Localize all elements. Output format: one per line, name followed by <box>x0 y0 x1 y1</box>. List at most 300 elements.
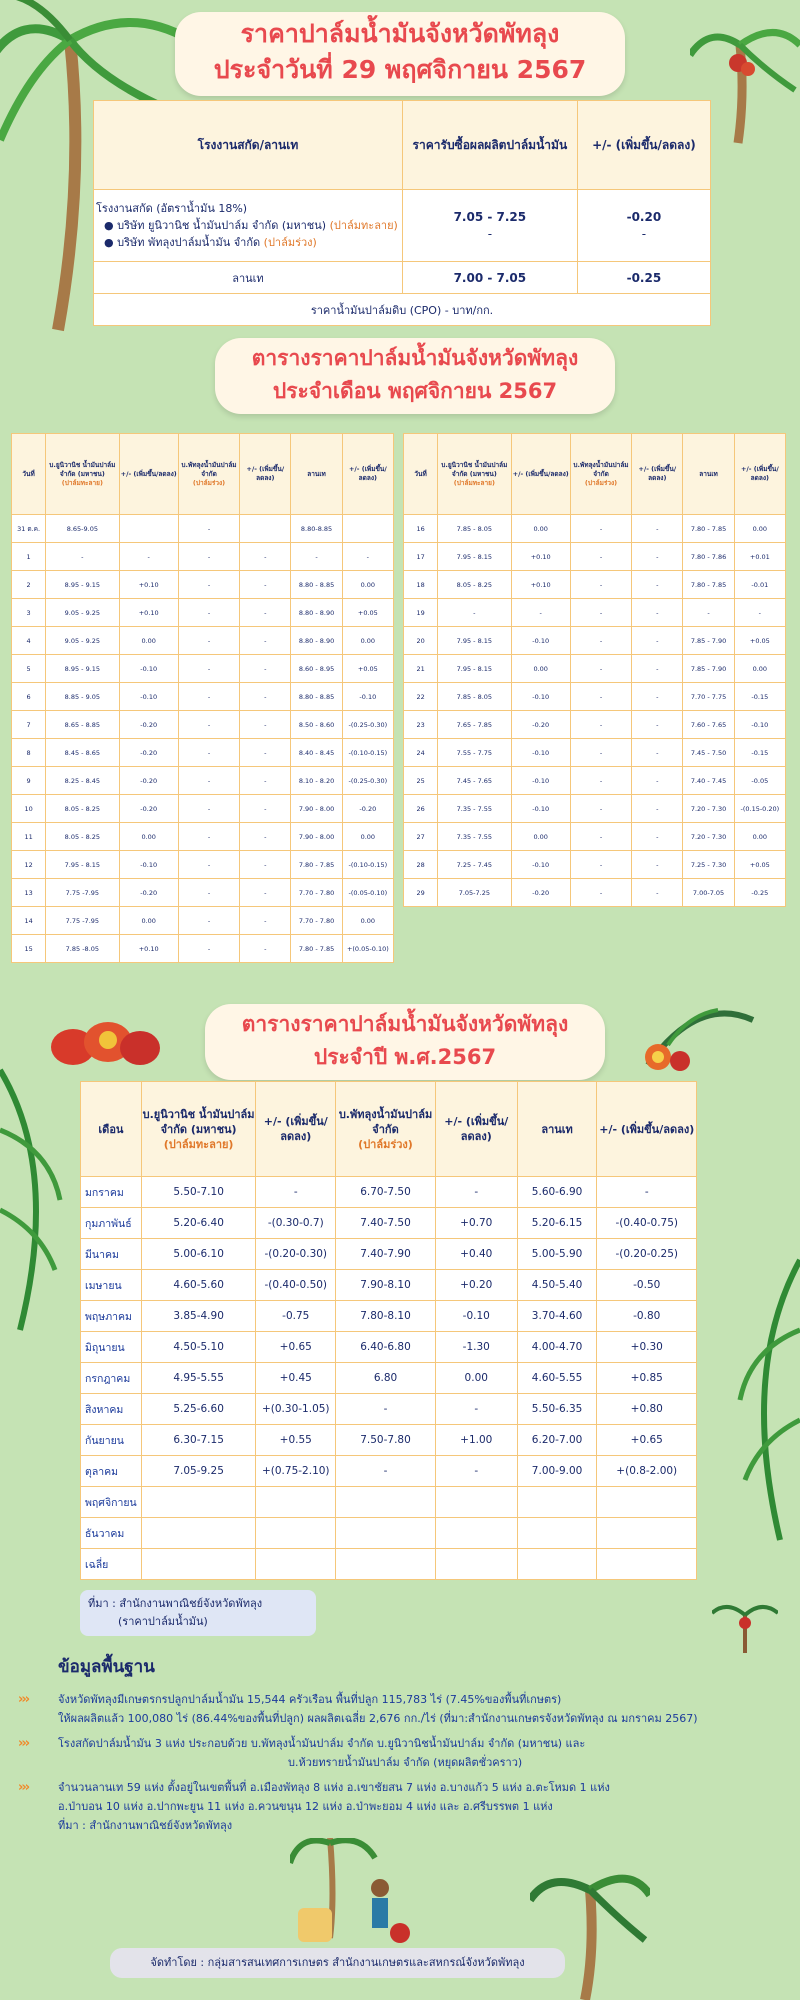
monthly-right-cell: 18 <box>404 571 438 599</box>
info-b2-line2: บ.ห้วยทรายน้ำมันปาล์ม จำกัด (หยุดผลิตชั่วคราว) <box>288 1756 523 1769</box>
monthly-right-cell: -0.20 <box>511 879 570 907</box>
monthly-left-row <box>12 851 394 879</box>
monthly-left-cell: 7.80 - 7.85 <box>291 935 342 963</box>
yearly-cell <box>141 1549 255 1580</box>
monthly-right-cell: - <box>632 739 683 767</box>
yearly-row <box>81 1301 697 1332</box>
monthly-right-cell: - <box>570 655 631 683</box>
monthly-left-cell: 7.70 - 7.80 <box>291 907 342 935</box>
monthly-right-cell: -0.10 <box>734 711 785 739</box>
monthly-left-cell: - <box>178 515 239 543</box>
arrow-icon: ››› <box>18 1692 29 1707</box>
yearly-cell <box>597 1487 697 1518</box>
info-b3-line2: อ.ป่าบอน 10 แห่ง อ.ปากพะยูน 11 แห่ง อ.ควนขนุน 12 แห่ง อ.ป่าพะยอม 4 แห่ง และ อ.ศรีบรรพต 1 แห่ง <box>58 1800 553 1813</box>
monthly-right-cell: - <box>570 627 631 655</box>
yearly-cell: 5.50-7.10 <box>141 1177 255 1208</box>
yearly-price-table <box>80 1081 697 1580</box>
yearly-cell: สิงหาคม <box>81 1394 142 1425</box>
palm-frond-left-decoration <box>0 1050 70 1350</box>
yearly-cell: 4.60-5.55 <box>517 1363 597 1394</box>
monthly-left-cell: -(0.10-0.15) <box>342 739 393 767</box>
yearly-cell: กันยายน <box>81 1425 142 1456</box>
mt-left-h-phatthalung: บ.พัทลุงน้ำมันปาล์ม จำกัด (ปาล์มร่วง) <box>178 434 239 515</box>
monthly-left-cell: 8.05 - 8.25 <box>46 823 119 851</box>
yearly-cell: พฤษภาคม <box>81 1301 142 1332</box>
monthly-left-cell: -0.10 <box>119 851 178 879</box>
info-b1-line2: ให้ผลผลิตแล้ว 100,080 ไร่ (86.44%ของพื้นที่ปลูก) ผลผลิตเฉลี่ย 2,676 กก./ไร่ (ที่มา:สำนักงานเกษตรจังหวัดพัทลุง ณ มกราคม 2567) <box>58 1712 698 1725</box>
yearly-cell: +0.70 <box>435 1208 517 1239</box>
monthly-right-row <box>404 711 786 739</box>
yearly-cell: 7.05-9.25 <box>141 1456 255 1487</box>
monthly-left-row <box>12 767 394 795</box>
arrow-icon: ››› <box>18 1780 29 1795</box>
monthly-right-row <box>404 767 786 795</box>
monthly-right-cell: 28 <box>404 851 438 879</box>
monthly-right-cell: 22 <box>404 683 438 711</box>
monthly-left-cell: 31 ต.ค. <box>12 515 46 543</box>
yearly-cell: - <box>435 1177 517 1208</box>
monthly-left-cell: - <box>178 907 239 935</box>
monthly-left-cell: -(0.25-0.30) <box>342 711 393 739</box>
monthly-left-row <box>12 879 394 907</box>
yearly-cell: +0.45 <box>256 1363 336 1394</box>
monthly-left-cell: 9.05 - 9.25 <box>46 627 119 655</box>
monthly-right-cell: 26 <box>404 795 438 823</box>
monthly-right-cell: +0.01 <box>734 543 785 571</box>
monthly-right-cell: - <box>632 655 683 683</box>
monthly-right-cell: 24 <box>404 739 438 767</box>
monthly-left-row <box>12 599 394 627</box>
yearly-cell <box>517 1487 597 1518</box>
arrow-icon: ››› <box>18 1736 29 1751</box>
daily-factory-label: โรงงานสกัด (อัตราน้ำมัน 18%) <box>96 202 248 215</box>
monthly-left-cell: - <box>178 571 239 599</box>
monthly-right-cell: 7.85 - 7.90 <box>683 627 734 655</box>
yearly-row <box>81 1177 697 1208</box>
monthly-left-cell: 8 <box>12 739 46 767</box>
monthly-left-cell: 0.00 <box>119 907 178 935</box>
monthly-right-cell: - <box>632 711 683 739</box>
yearly-title-banner <box>205 1004 605 1080</box>
monthly-right-cell: - <box>683 599 734 627</box>
monthly-right-cell: - <box>632 879 683 907</box>
monthly-left-cell: - <box>178 543 239 571</box>
monthly-right-cell: -0.20 <box>511 711 570 739</box>
palm-fruit-right-illustration <box>628 1005 758 1075</box>
monthly-right-cell: - <box>570 683 631 711</box>
monthly-right-cell: +0.05 <box>734 851 785 879</box>
daily-factory-cell <box>94 190 403 262</box>
monthly-left-cell: 0.00 <box>342 823 393 851</box>
monthly-left-cell <box>240 515 291 543</box>
monthly-left-cell: -0.20 <box>119 767 178 795</box>
yearly-cell: 7.90-8.10 <box>336 1270 436 1301</box>
monthly-left-cell: 8.95 - 9.15 <box>46 655 119 683</box>
monthly-left-cell: +0.10 <box>119 935 178 963</box>
info-title: ข้อมูลพื้นฐาน <box>58 1657 155 1677</box>
monthly-right-cell: 0.00 <box>734 515 785 543</box>
monthly-left-cell: 8.80 - 8.85 <box>291 683 342 711</box>
monthly-right-cell: - <box>570 851 631 879</box>
monthly-right-cell: 7.35 - 7.55 <box>438 823 511 851</box>
yearly-cell: -0.10 <box>435 1301 517 1332</box>
monthly-right-cell: - <box>632 599 683 627</box>
monthly-left-cell: 4 <box>12 627 46 655</box>
monthly-left-row <box>12 571 394 599</box>
info-b3-line3: ที่มา : สำนักงานพาณิชย์จังหวัดพัทลุง <box>58 1819 233 1832</box>
monthly-left-row <box>12 543 394 571</box>
monthly-left-cell: 11 <box>12 823 46 851</box>
monthly-left-cell: 0.00 <box>342 627 393 655</box>
monthly-right-cell: - <box>632 823 683 851</box>
monthly-left-cell: -0.20 <box>119 795 178 823</box>
monthly-right-cell: - <box>632 515 683 543</box>
monthly-right-cell: 7.60 - 7.65 <box>683 711 734 739</box>
yearly-cell: 4.60-5.60 <box>141 1270 255 1301</box>
monthly-left-cell: +0.05 <box>342 655 393 683</box>
daily-title-banner <box>175 12 625 96</box>
monthly-title-line2: ประจำเดือน พฤศจิกายน 2567 <box>272 379 558 403</box>
monthly-left-cell: 0.00 <box>119 823 178 851</box>
mt-left-h-change3: +/- (เพิ่มขึ้น/ลดลง) <box>342 434 393 515</box>
daily-title-line1: ราคาปาล์มน้ำมันจังหวัดพัทลุง <box>240 19 560 48</box>
monthly-right-cell: -0.10 <box>511 739 570 767</box>
monthly-left-cell: 8.80 - 8.85 <box>291 571 342 599</box>
monthly-left-cell: - <box>240 683 291 711</box>
monthly-right-cell: 7.45 - 7.65 <box>438 767 511 795</box>
monthly-left-cell: - <box>178 767 239 795</box>
monthly-left-cell: - <box>240 599 291 627</box>
yearly-cell: 5.20-6.15 <box>517 1208 597 1239</box>
monthly-right-row <box>404 683 786 711</box>
yearly-cell: +0.40 <box>435 1239 517 1270</box>
monthly-right-cell: 7.05-7.25 <box>438 879 511 907</box>
yearly-cell: 4.50-5.40 <box>517 1270 597 1301</box>
monthly-left-cell: 14 <box>12 907 46 935</box>
monthly-left-cell: 0.00 <box>119 627 178 655</box>
monthly-left-row <box>12 795 394 823</box>
monthly-left-cell: +(0.05-0.10) <box>342 935 393 963</box>
monthly-right-cell: 7.85 - 8.05 <box>438 683 511 711</box>
monthly-left-cell: 0.00 <box>342 907 393 935</box>
monthly-left-cell: - <box>240 795 291 823</box>
source-note <box>80 1590 316 1636</box>
monthly-left-cell: 7.70 - 7.80 <box>291 879 342 907</box>
monthly-right-cell: -0.15 <box>734 683 785 711</box>
source-line1: ที่มา : สำนักงานพาณิชย์จังหวัดพัทลุง <box>88 1597 263 1610</box>
monthly-left-cell: - <box>240 907 291 935</box>
mt-right-h-change3: +/- (เพิ่มขึ้น/ลดลง) <box>734 434 785 515</box>
monthly-right-cell: +0.05 <box>734 627 785 655</box>
monthly-left-cell: - <box>240 739 291 767</box>
monthly-right-cell: -0.10 <box>511 627 570 655</box>
yearly-row <box>81 1239 697 1270</box>
yearly-cell: -0.75 <box>256 1301 336 1332</box>
yearly-row <box>81 1456 697 1487</box>
info-b2-line1: โรงสกัดปาล์มน้ำมัน 3 แห่ง ประกอบด้วย บ.พัทลุงน้ำมันปาล์ม จำกัด บ.ยูนิวานิชน้ำมันปาล์ม จำกัด (มหาชน) และ <box>58 1737 586 1750</box>
monthly-table-right <box>403 433 786 907</box>
info-bullet-2 <box>18 1734 788 1772</box>
mt-left-h-change2: +/- (เพิ่มขึ้น/ลดลง) <box>240 434 291 515</box>
yearly-cell: 6.20-7.00 <box>517 1425 597 1456</box>
monthly-left-cell: 8.95 - 9.15 <box>46 571 119 599</box>
monthly-title-line1: ตารางราคาปาล์มน้ำมันจังหวัดพัทลุง <box>251 346 579 370</box>
palm-seedling-icon <box>712 1595 778 1653</box>
monthly-left-cell: 8.65-9.05 <box>46 515 119 543</box>
yearly-cell: เฉลี่ย <box>81 1549 142 1580</box>
monthly-left-cell: 13 <box>12 879 46 907</box>
yearly-cell <box>435 1518 517 1549</box>
yearly-cell: 5.50-6.35 <box>517 1394 597 1425</box>
monthly-left-cell: 9.05 - 9.25 <box>46 599 119 627</box>
monthly-right-row <box>404 571 786 599</box>
yearly-cell <box>141 1487 255 1518</box>
daily-factory1-name: บริษัท ยูนิวานิช น้ำมันปาล์ม จำกัด (มหาชน) <box>117 219 327 232</box>
monthly-right-cell: - <box>632 543 683 571</box>
daily-factory2-price: - <box>487 226 493 241</box>
monthly-right-cell: - <box>438 599 511 627</box>
monthly-right-cell: 19 <box>404 599 438 627</box>
monthly-right-cell: 23 <box>404 711 438 739</box>
monthly-right-cell: - <box>632 795 683 823</box>
yearly-cell: +0.55 <box>256 1425 336 1456</box>
daily-factory2-change: - <box>641 226 647 241</box>
yearly-cell: -0.80 <box>597 1301 697 1332</box>
monthly-left-cell: - <box>119 543 178 571</box>
monthly-table-left <box>11 433 394 963</box>
yearly-cell: 4.00-4.70 <box>517 1332 597 1363</box>
monthly-left-cell: 8.40 - 8.45 <box>291 739 342 767</box>
monthly-right-row <box>404 795 786 823</box>
monthly-right-cell: 7.70 - 7.75 <box>683 683 734 711</box>
monthly-left-cell: - <box>46 543 119 571</box>
monthly-right-cell: 7.40 - 7.45 <box>683 767 734 795</box>
monthly-right-cell: 17 <box>404 543 438 571</box>
monthly-left-cell: - <box>178 683 239 711</box>
monthly-left-cell: 9 <box>12 767 46 795</box>
monthly-right-cell: 25 <box>404 767 438 795</box>
monthly-left-cell: 5 <box>12 655 46 683</box>
monthly-left-cell: 8.05 - 8.25 <box>46 795 119 823</box>
yearly-cell <box>336 1518 436 1549</box>
monthly-left-cell: -0.10 <box>342 683 393 711</box>
yearly-cell: 5.25-6.60 <box>141 1394 255 1425</box>
monthly-left-cell: -0.20 <box>119 711 178 739</box>
monthly-right-cell: 27 <box>404 823 438 851</box>
monthly-right-cell: 7.65 - 7.85 <box>438 711 511 739</box>
monthly-left-cell: 10 <box>12 795 46 823</box>
monthly-left-cell <box>119 515 178 543</box>
yearly-cell: 5.00-6.10 <box>141 1239 255 1270</box>
monthly-right-cell: - <box>570 879 631 907</box>
yearly-cell: +1.00 <box>435 1425 517 1456</box>
yearly-cell: +(0.8-2.00) <box>597 1456 697 1487</box>
yearly-cell: +(0.30-1.05) <box>256 1394 336 1425</box>
yearly-cell: +0.30 <box>597 1332 697 1363</box>
yearly-cell <box>256 1518 336 1549</box>
daily-factory-price-cell <box>402 190 577 262</box>
monthly-left-cell: - <box>178 879 239 907</box>
monthly-left-cell: - <box>178 599 239 627</box>
monthly-right-cell: - <box>570 739 631 767</box>
monthly-right-row <box>404 879 786 907</box>
yearly-cell <box>256 1487 336 1518</box>
mt-right-h-lan: ลานเท <box>683 434 734 515</box>
monthly-right-cell: 0.00 <box>734 655 785 683</box>
monthly-right-row <box>404 739 786 767</box>
yearly-cell: +0.65 <box>597 1425 697 1456</box>
palm-tree-bottom-illustration <box>530 1860 650 2000</box>
monthly-left-row <box>12 739 394 767</box>
monthly-left-cell: - <box>178 655 239 683</box>
yearly-row <box>81 1394 697 1425</box>
monthly-right-cell: - <box>570 515 631 543</box>
monthly-left-cell: 7.95 - 8.15 <box>46 851 119 879</box>
mt-right-h-date: วันที่ <box>404 434 438 515</box>
yearly-cell <box>517 1549 597 1580</box>
yearly-row <box>81 1332 697 1363</box>
monthly-left-cell: 7.80 - 7.85 <box>291 851 342 879</box>
yearly-cell <box>597 1518 697 1549</box>
mt-right-h-change2: +/- (เพิ่มขึ้น/ลดลง) <box>632 434 683 515</box>
monthly-left-cell: - <box>178 795 239 823</box>
monthly-title-banner <box>215 338 615 414</box>
yearly-cell: - <box>435 1394 517 1425</box>
monthly-right-cell: - <box>570 543 631 571</box>
yearly-row <box>81 1208 697 1239</box>
monthly-right-cell: - <box>511 599 570 627</box>
monthly-left-cell: +0.05 <box>342 599 393 627</box>
yearly-title-line2: ประจำปี พ.ศ.2567 <box>313 1045 497 1069</box>
monthly-left-cell: - <box>291 543 342 571</box>
daily-lan-price: 7.00 - 7.05 <box>402 262 577 294</box>
monthly-left-cell: 7.75 -7.95 <box>46 879 119 907</box>
monthly-left-cell: -(0.05-0.10) <box>342 879 393 907</box>
monthly-right-cell: 7.20 - 7.30 <box>683 795 734 823</box>
monthly-right-cell: - <box>570 823 631 851</box>
monthly-right-cell: - <box>570 571 631 599</box>
monthly-right-row <box>404 627 786 655</box>
monthly-right-cell: 7.95 - 8.15 <box>438 543 511 571</box>
yearly-cell: พฤศจิกายน <box>81 1487 142 1518</box>
monthly-left-row <box>12 907 394 935</box>
yearly-row <box>81 1487 697 1518</box>
yearly-cell: กรกฎาคม <box>81 1363 142 1394</box>
monthly-left-cell: 8.80 - 8.90 <box>291 627 342 655</box>
monthly-left-cell: 3 <box>12 599 46 627</box>
monthly-right-cell: 21 <box>404 655 438 683</box>
monthly-right-row <box>404 515 786 543</box>
monthly-left-cell: 8.60 - 8.95 <box>291 655 342 683</box>
yt-h-univanich: บ.ยูนิวานิช น้ำมันปาล์ม จำกัด (มหาชน) (ปาล์มทะลาย) <box>141 1082 255 1177</box>
monthly-right-row <box>404 543 786 571</box>
mt-left-h-lan: ลานเท <box>291 434 342 515</box>
yearly-cell: 6.40-6.80 <box>336 1332 436 1363</box>
monthly-left-cell: - <box>178 935 239 963</box>
monthly-left-row <box>12 655 394 683</box>
monthly-right-cell: - <box>570 711 631 739</box>
monthly-left-cell: - <box>240 767 291 795</box>
yearly-cell: กุมภาพันธ์ <box>81 1208 142 1239</box>
yearly-row <box>81 1518 697 1549</box>
daily-lan-label: ลานเท <box>94 262 403 294</box>
monthly-right-cell: 0.00 <box>511 655 570 683</box>
monthly-left-cell: 7.85 -8.05 <box>46 935 119 963</box>
monthly-left-cell: - <box>240 851 291 879</box>
daily-factory1-change: -0.20 <box>626 209 662 224</box>
monthly-left-cell: 8.80 - 8.90 <box>291 599 342 627</box>
monthly-right-cell: 7.45 - 7.50 <box>683 739 734 767</box>
yearly-cell: 6.80 <box>336 1363 436 1394</box>
yearly-cell: 4.50-5.10 <box>141 1332 255 1363</box>
info-bullets <box>18 1690 788 1841</box>
monthly-left-cell: -0.20 <box>119 739 178 767</box>
monthly-left-row <box>12 515 394 543</box>
monthly-right-cell: - <box>570 767 631 795</box>
monthly-left-cell: - <box>178 739 239 767</box>
yearly-cell: 5.20-6.40 <box>141 1208 255 1239</box>
monthly-left-cell: -(0.25-0.30) <box>342 767 393 795</box>
yearly-cell: 7.80-8.10 <box>336 1301 436 1332</box>
monthly-left-cell: 8.10 - 8.20 <box>291 767 342 795</box>
monthly-left-cell: 7.90 - 8.00 <box>291 823 342 851</box>
yt-h-lan: ลานเท <box>517 1082 597 1177</box>
daily-factory2-name: บริษัท พัทลุงปาล์มน้ำมัน จำกัด <box>117 236 261 249</box>
yearly-cell: +0.80 <box>597 1394 697 1425</box>
monthly-right-cell: 7.80 - 7.86 <box>683 543 734 571</box>
monthly-right-cell: - <box>632 627 683 655</box>
monthly-right-cell: -0.01 <box>734 571 785 599</box>
monthly-left-cell: -0.10 <box>119 655 178 683</box>
mt-right-h-univanich: บ.ยูนิวานิช น้ำมันปาล์ม จำกัด (มหาชน) (ปาล์มทะลาย) <box>438 434 511 515</box>
yearly-cell: +0.20 <box>435 1270 517 1301</box>
yearly-cell: 6.70-7.50 <box>336 1177 436 1208</box>
monthly-left-cell <box>342 515 393 543</box>
monthly-left-cell: 8.45 - 8.65 <box>46 739 119 767</box>
monthly-right-cell: 7.20 - 7.30 <box>683 823 734 851</box>
yearly-row <box>81 1549 697 1580</box>
monthly-left-cell: -0.10 <box>119 683 178 711</box>
yearly-cell <box>256 1549 336 1580</box>
yearly-cell <box>517 1518 597 1549</box>
yearly-cell: มิถุนายน <box>81 1332 142 1363</box>
yt-h-month: เดือน <box>81 1082 142 1177</box>
yearly-cell: มีนาคม <box>81 1239 142 1270</box>
monthly-left-cell: - <box>240 879 291 907</box>
monthly-left-cell: 7 <box>12 711 46 739</box>
monthly-right-cell: 29 <box>404 879 438 907</box>
monthly-right-cell: -0.10 <box>511 683 570 711</box>
monthly-left-row <box>12 711 394 739</box>
info-b3-line1: จำนวนลานเท 59 แห่ง ตั้งอยู่ในเขตพื้นที่ อ.เมืองพัทลุง 8 แห่ง อ.เขาชัยสน 7 แห่ง อ.บางแก้ว 5 แห่ง อ.ตะโหมด 1 แห่ง <box>58 1781 610 1794</box>
info-bullet-3 <box>18 1778 788 1835</box>
yearly-cell: -(0.20-0.25) <box>597 1239 697 1270</box>
monthly-left-cell: - <box>240 823 291 851</box>
monthly-right-cell: 7.85 - 8.05 <box>438 515 511 543</box>
monthly-left-row <box>12 627 394 655</box>
mt-right-h-change1: +/- (เพิ่มขึ้น/ลดลง) <box>511 434 570 515</box>
yearly-cell: 7.40-7.90 <box>336 1239 436 1270</box>
yearly-cell: ตุลาคม <box>81 1456 142 1487</box>
monthly-left-cell: 6 <box>12 683 46 711</box>
monthly-left-cell: +0.10 <box>119 571 178 599</box>
monthly-left-cell: 7.75 -7.95 <box>46 907 119 935</box>
yearly-cell: - <box>336 1394 436 1425</box>
yearly-cell <box>336 1487 436 1518</box>
monthly-right-cell: - <box>632 767 683 795</box>
mt-left-h-change1: +/- (เพิ่มขึ้น/ลดลง) <box>119 434 178 515</box>
monthly-right-cell: 0.00 <box>734 823 785 851</box>
